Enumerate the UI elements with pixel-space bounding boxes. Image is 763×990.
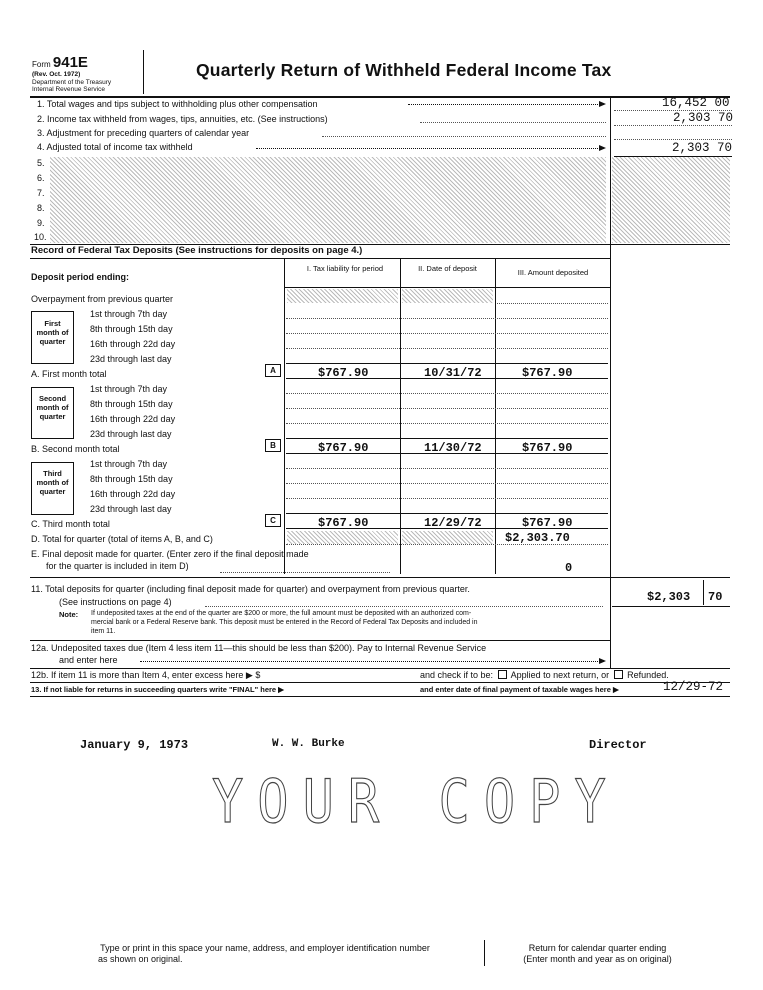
- applied-checkbox[interactable]: [498, 670, 507, 679]
- line-11-cents: 70: [708, 590, 723, 604]
- line-2-label: 2. Income tax withheld from wages, tips, annuities, etc. (See instructions): [37, 114, 328, 124]
- b-amount: $767.90: [522, 441, 573, 455]
- line-12a-sub: and enter here: [59, 655, 118, 665]
- tm-p2: 8th through 15th day: [90, 474, 173, 484]
- third-month-box: [31, 462, 74, 515]
- line-4-arrow: [256, 148, 604, 149]
- form-prefix: Form: [32, 60, 51, 69]
- line-13-bottom-rule: [30, 696, 730, 697]
- note-line-2: mercial bank or a Federal Reserve bank. This deposit must be entered in the Record of Federal Tax Deposits and included in: [91, 619, 478, 626]
- footer-right-1: Return for calendar quarter ending: [528, 943, 667, 953]
- grid-row-rule: [286, 528, 608, 529]
- deposits-title-rule: [30, 258, 610, 259]
- col3-rule: [495, 258, 496, 574]
- box-b: B: [265, 439, 281, 452]
- hatched-area-values: [612, 157, 730, 243]
- top-rule: [30, 96, 730, 98]
- grid-row-rule: [286, 378, 608, 379]
- line-11-leader: [205, 606, 603, 607]
- refunded-option-label: Refunded.: [627, 670, 669, 680]
- line-8-label: 8.: [37, 203, 45, 213]
- applied-option-label: Applied to next return, or: [510, 670, 610, 680]
- value-column-rule: [610, 96, 611, 244]
- line-1-value: 16,452 00: [662, 96, 730, 110]
- line-3-rule: [614, 139, 732, 140]
- grid-row-rule: [286, 333, 608, 334]
- d-hatch-2: [402, 531, 493, 544]
- tm-p3: 16th through 22d day: [90, 489, 176, 499]
- line-13-label: 13. If not liable for returns in succeeding quarters write "FINAL" here ▶: [31, 685, 284, 694]
- form-number: 941E: [52, 54, 88, 71]
- line-6-label: 6.: [37, 173, 45, 183]
- col3-header: III. Amount deposited: [517, 268, 589, 277]
- second-month-total-label: B. Second month total: [31, 444, 120, 454]
- form-id-block: [30, 50, 144, 94]
- grid-row-rule: [286, 393, 608, 394]
- line-9-label: 9.: [37, 218, 45, 228]
- sm-p1: 1st through 7th day: [90, 384, 168, 394]
- c-amount: $767.90: [522, 516, 573, 530]
- note-line-3: item 11.: [91, 628, 116, 635]
- c-date: 12/29/72: [424, 516, 482, 530]
- line-12b-label: 12b. If item 11 is more than Item 4, enter excess here ▶ $: [31, 670, 261, 680]
- line-11-value-rule: [612, 606, 730, 607]
- first-month-text: First month of quarter: [36, 319, 69, 346]
- c-liability: $767.90: [318, 516, 369, 530]
- line-10-label: 10.: [34, 232, 47, 242]
- footer-right-2: (Enter month and year as on original): [523, 954, 672, 964]
- grid-row-rule: [286, 483, 608, 484]
- overpayment-label: Overpayment from previous quarter: [31, 294, 174, 304]
- b-date: 11/30/72: [424, 441, 482, 455]
- line-12a-label: 12a. Undeposited taxes due (Item 4 less item 11—this should be less than $200). Pay to Internal Revenue Service: [31, 643, 487, 653]
- grid-row-rule: [286, 498, 608, 499]
- tm-p4: 23d through last day: [90, 504, 172, 514]
- col2-header: II. Date of deposit: [418, 264, 477, 273]
- signature-date: January 9, 1973: [80, 738, 189, 752]
- line-11-sub: (See instructions on page 4): [59, 597, 172, 607]
- deposit-period-label: Deposit period ending:: [31, 272, 129, 282]
- overpay-rule: [497, 303, 608, 304]
- overpay-hatch-1: [287, 289, 398, 303]
- fm-p2: 8th through 15th day: [90, 324, 173, 334]
- line-12a-bottom-rule: [30, 668, 730, 669]
- grid-row-rule: [286, 423, 608, 424]
- third-month-text: Third month of quarter: [36, 469, 69, 496]
- footer-left: [50, 943, 480, 965]
- grid-row-rule: [286, 318, 608, 319]
- grid-row-rule: [286, 363, 608, 364]
- line-2-value: 2,303 70: [673, 111, 734, 125]
- box-c: C: [265, 514, 281, 527]
- form-dept: Department of the Treasury: [32, 79, 112, 86]
- footer-left-1: Type or print in this space your name, address, and employer identification number: [100, 943, 430, 953]
- a-amount: $767.90: [522, 366, 573, 380]
- note-line-1: If undeposited taxes at the end of the quarter are $200 or more, the full amount must be deposited with an authorized com-: [91, 610, 472, 617]
- second-month-text: Second month of quarter: [36, 394, 69, 421]
- footer-left-2: as shown on original.: [98, 954, 183, 964]
- form-title: Quarterly Return of Withheld Federal Income Tax: [196, 60, 612, 80]
- line-1-arrow: [408, 104, 604, 105]
- line-7-label: 7.: [37, 188, 45, 198]
- sm-p2: 8th through 15th day: [90, 399, 173, 409]
- sm-p4: 23d through last day: [90, 429, 172, 439]
- col-header-rule: [284, 287, 610, 288]
- e-label-2: for the quarter is included in item D): [46, 561, 189, 571]
- line-3-label: 3. Adjustment for preceding quarters of calendar year: [37, 128, 250, 138]
- line-1-label: 1. Total wages and tips subject to withholding plus other compensation: [37, 99, 318, 109]
- line-12a-top-rule: [30, 640, 610, 641]
- a-liability: $767.90: [318, 366, 369, 380]
- line-13-sub: and enter date of final payment of taxable wages here ▶: [420, 685, 619, 694]
- your-copy-stamp: YOUR COPY: [212, 768, 620, 837]
- third-month-total-label: C. Third month total: [31, 519, 110, 529]
- line-2-leader: [420, 122, 606, 123]
- grid-row-rule: [286, 438, 608, 439]
- line-2-rule: [614, 125, 732, 126]
- second-month-box: [31, 387, 74, 439]
- form-revision: (Rev. Oct. 1972): [32, 71, 81, 78]
- deposits-section-title: Record of Federal Tax Deposits (See instructions for deposits on page 4.): [31, 245, 363, 256]
- item11-cents-rule: [703, 580, 704, 605]
- footer-right: [495, 943, 700, 965]
- right-col-rule: [610, 244, 611, 579]
- line-12b-bottom-rule: [30, 682, 730, 683]
- line-13-value: 12/29-72: [663, 680, 724, 694]
- fm-p3: 16th through 22d day: [90, 339, 176, 349]
- line-12a-arrow: [140, 661, 604, 662]
- fm-p1: 1st through 7th day: [90, 309, 168, 319]
- line-4-label: 4. Adjusted total of income tax withheld: [37, 142, 193, 152]
- grid-row-rule: [286, 468, 608, 469]
- note-label: Note:: [59, 610, 79, 619]
- hatched-area-lines: [50, 157, 606, 243]
- col1-rule: [284, 258, 285, 574]
- first-month-total-label: A. First month total: [31, 369, 107, 379]
- col2-rule: [400, 258, 401, 574]
- line-3-leader: [322, 136, 606, 137]
- item11-col-rule: [610, 577, 611, 668]
- b-liability: $767.90: [318, 441, 369, 455]
- d-hatch-1: [287, 531, 398, 544]
- line-12b-check-label: [420, 670, 669, 681]
- col1-header: I. Tax liability for period: [306, 264, 384, 273]
- grid-row-rule: [286, 408, 608, 409]
- e-label-1: E. Final deposit made for quarter. (Enter zero if the final deposit made: [31, 549, 309, 559]
- refunded-checkbox[interactable]: [614, 670, 623, 679]
- line-4-value: 2,303 70: [672, 141, 733, 155]
- box-a: A: [265, 364, 281, 377]
- deposits-bottom-rule: [30, 577, 730, 578]
- line-11-label: 11. Total deposits for quarter (including final deposit made for quarter) and overpayment from previous quarter.: [31, 584, 470, 594]
- e-leader: [220, 572, 390, 573]
- line-12b-check-text: and check if to be:: [420, 670, 494, 680]
- grid-row-rule: [286, 348, 608, 349]
- form-service: Internal Revenue Service: [32, 86, 105, 93]
- grid-row-rule: [286, 453, 608, 454]
- tm-p1: 1st through 7th day: [90, 459, 168, 469]
- signature-title: Director: [589, 738, 647, 752]
- line-5-label: 5.: [37, 158, 45, 168]
- footer-divider: [484, 940, 485, 966]
- e-amount: 0: [565, 561, 573, 575]
- signature-name: W. W. Burke: [272, 738, 345, 750]
- a-date: 10/31/72: [424, 366, 482, 380]
- fm-p4: 23d through last day: [90, 354, 172, 364]
- first-month-box: [31, 311, 74, 364]
- form-number-line: [32, 54, 88, 71]
- d-label: D. Total for quarter (total of items A, B, and C): [31, 534, 213, 544]
- grid-row-rule: [286, 513, 608, 514]
- d-amount: $2,303.70: [505, 531, 570, 545]
- sm-p3: 16th through 22d day: [90, 414, 176, 424]
- line-11-dollars: $2,303: [647, 590, 691, 604]
- overpay-hatch-2: [402, 289, 493, 303]
